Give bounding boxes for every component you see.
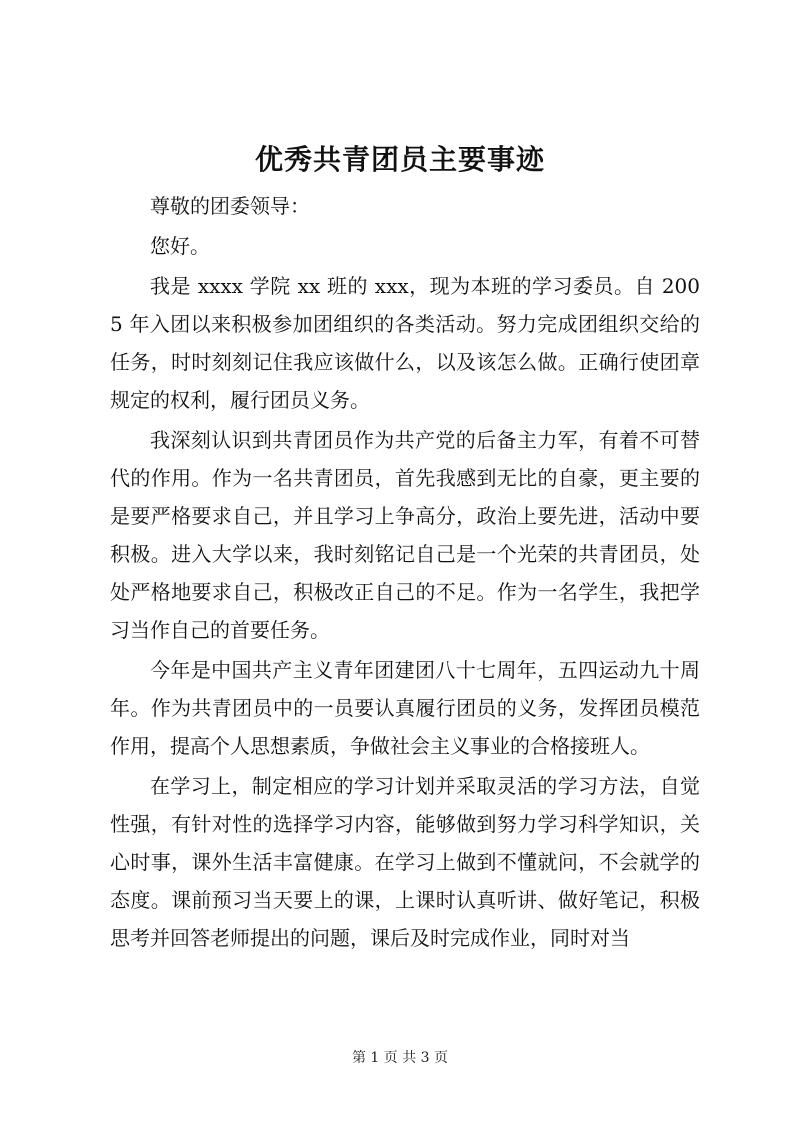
- paragraph-anniversary: 今年是中国共产主义青年团建团八十七周年，五四运动九十周年。作为共青团员中的一员要认真履行团员的义务，发挥团员模范作用，提高个人思想素质，争做社会主义事业的合格接班人。: [110, 658, 700, 758]
- page-footer: 第 1 页 共 3 页: [351, 1050, 449, 1066]
- document-body: [110, 187, 700, 959]
- document-title: 优秀共青团员主要事迹: [254, 143, 545, 176]
- salutation: 尊敬的团委领导：: [150, 194, 310, 218]
- paragraph-intro: 我是 xxxx 学院 xx 班的 xxx，现为本班的学习委员。自 2005 年入团以来积极参加团组织的各类活动。努力完成团组织交给的任务，时时刻刻记住我应该做什么，以及该怎么做。正确行使团章规定的权利，履行团员义务。: [110, 274, 700, 412]
- paragraph-study: 在学习上，制定相应的学习计划并采取灵活的学习方法，自觉性强，有针对性的选择学习内容，能够做到努力学习科学知识，关心时事，课外生活丰富健康。在学习上做到不懂就问，不会就学的态度。课前预习当天要上的课，上课时认真听讲、做好笔记，积极思考并回答老师提出的问题，课后及时完成作业，同时对当: [110, 774, 700, 950]
- greeting: 您好。: [150, 234, 210, 258]
- paragraph-awareness: 我深刻认识到共青团员作为共产党的后备主力军，有着不可替代的作用。作为一名共青团员，首先我感到无比的自豪，更主要的是要严格要求自己，并且学习上争高分，政治上要先进，活动中要积极。进入大学以来，我时刻铭记自己是一个光荣的共青团员，处处严格地要求自己，积极改正自己的不足。作为一名学生，我把学习当作自己的首要任务。: [110, 428, 700, 642]
